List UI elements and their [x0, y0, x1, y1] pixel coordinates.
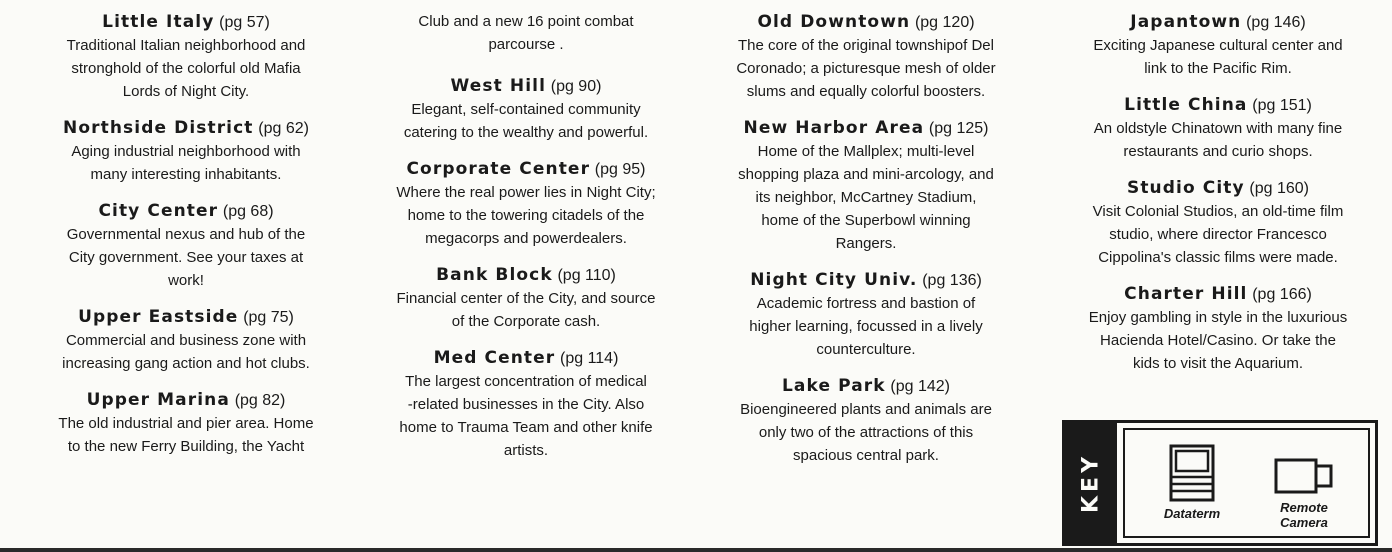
page-ref: (pg 136): [922, 272, 982, 289]
column-1: [16, 10, 356, 471]
district-name: Northside District: [63, 118, 254, 138]
district-entry: [1048, 10, 1388, 80]
district-description: The old industrial and pier area. Home to the new Ferry Building, the Yacht: [58, 415, 314, 455]
dataterm-icon: [1168, 444, 1216, 502]
district-description: Visit Colonial Studios, an old-time film studio, where director Francesco Cippolina's classic films were made.: [1092, 203, 1344, 266]
page-ref: (pg 120): [914, 14, 975, 31]
district-entry: [356, 74, 696, 144]
district-entry: [1048, 93, 1388, 163]
district-description: Aging industrial neighborhood with many interesting inhabitants.: [71, 143, 301, 183]
key-items: [1123, 428, 1370, 538]
page-ref: (pg 75): [243, 309, 294, 326]
page-ref: (pg 95): [594, 161, 646, 178]
district-entry: [16, 388, 356, 458]
district-name: Lake Park: [782, 376, 886, 396]
key-title: KEY: [1078, 452, 1104, 514]
column-3: [696, 10, 1036, 480]
district-description: The core of the original townshipof Del Coronado; a picturesque mesh of older slums and equally colorful boosters.: [736, 37, 996, 100]
district-entry: [696, 268, 1036, 361]
key-item-dataterm: [1137, 444, 1247, 521]
district-name: Bank Block: [436, 265, 553, 285]
district-description: Academic fortress and bastion of higher learning, focussed in a lively counterculture.: [749, 295, 983, 358]
district-name: City Center: [98, 201, 219, 221]
district-name: Little China: [1124, 95, 1248, 115]
page-ref: (pg 151): [1252, 97, 1312, 114]
district-entry: [16, 10, 356, 103]
bottom-divider: [0, 548, 1392, 552]
page-ref: (pg 82): [234, 392, 286, 409]
page-ref: (pg 57): [219, 14, 270, 31]
district-name: Corporate Center: [406, 159, 591, 179]
district-description: Commercial and business zone with increasing gang action and hot clubs.: [62, 332, 310, 372]
district-description: An oldstyle Chinatown with many fine restaurants and curio shops.: [1093, 120, 1343, 160]
district-name: Med Center: [433, 348, 556, 368]
key-item-remote-camera: [1249, 444, 1359, 530]
page-ref: (pg 68): [222, 203, 274, 220]
district-name: New Harbor Area: [743, 118, 925, 138]
district-description: Exciting Japanese cultural center and link to the Pacific Rim.: [1093, 37, 1343, 77]
district-entry: [696, 116, 1036, 255]
district-entry: [1048, 176, 1388, 269]
district-entry: [1048, 282, 1388, 375]
district-description: Bioengineered plants and animals are only two of the attractions of this spacious central park.: [740, 401, 992, 464]
district-name: Upper Marina: [86, 390, 230, 410]
page-ref: (pg 114): [560, 350, 619, 367]
page-ref: (pg 146): [1246, 14, 1306, 31]
district-description: The largest concentration of medical -related businesses in the City. Also home to Trauma Team and other knife artists.: [399, 373, 653, 459]
district-name: Little Italy: [102, 12, 215, 32]
district-entry: [696, 374, 1036, 467]
page-ref: (pg 166): [1252, 286, 1312, 303]
key-item-label: Remote Camera: [1280, 500, 1328, 530]
district-name: Japantown: [1130, 12, 1242, 32]
district-description: Financial center of the City, and source of the Corporate cash.: [396, 290, 656, 330]
key-tab: [1065, 423, 1117, 543]
district-description: Home of the Mallplex; multi-level shopping plaza and mini-arcology, and its neighbor, McCartney Stadium, home of the Superbowl winning Rangers.: [738, 143, 994, 252]
district-description: Club and a new 16 point combat parcourse .: [418, 13, 634, 53]
district-name: Charter Hill: [1124, 284, 1248, 304]
district-name: Old Downtown: [757, 12, 911, 32]
page-ref: (pg 62): [258, 120, 309, 137]
district-name: West Hill: [450, 76, 546, 96]
district-description: Where the real power lies in Night City; home to the towering citadels of the megacorps and powerdealers.: [396, 184, 656, 247]
district-name: Upper Eastside: [78, 307, 239, 327]
district-name: Night City Univ.: [750, 270, 918, 290]
camera-icon: [1273, 456, 1335, 496]
column-4: [1048, 10, 1388, 388]
page-ref: (pg 125): [928, 120, 989, 137]
page-ref: (pg 142): [890, 378, 950, 395]
district-description: Governmental nexus and hub of the City government. See your taxes at work!: [66, 226, 306, 289]
district-entry: [356, 346, 696, 462]
map-key-legend: [1062, 420, 1378, 546]
district-description: Enjoy gambling in style in the luxurious Hacienda Hotel/Casino. Or take the kids to visit the Aquarium.: [1088, 309, 1348, 372]
key-item-label: Dataterm: [1163, 506, 1221, 521]
column-2: [356, 10, 696, 475]
page-ref: (pg 90): [550, 78, 602, 95]
district-entry: [696, 10, 1036, 103]
district-description: Elegant, self-contained community catering to the wealthy and powerful.: [403, 101, 649, 141]
district-entry: [16, 116, 356, 186]
page-ref: (pg 160): [1249, 180, 1309, 197]
page-ref: (pg 110): [557, 267, 616, 284]
district-entry: [16, 305, 356, 375]
district-entry: [16, 199, 356, 292]
district-name: Studio City: [1126, 178, 1245, 198]
district-description: Traditional Italian neighborhood and stronghold of the colorful old Mafia Lords of Night City.: [66, 37, 306, 100]
district-entry: [356, 157, 696, 250]
district-entry-continued: [356, 10, 696, 56]
district-entry: [356, 263, 696, 333]
